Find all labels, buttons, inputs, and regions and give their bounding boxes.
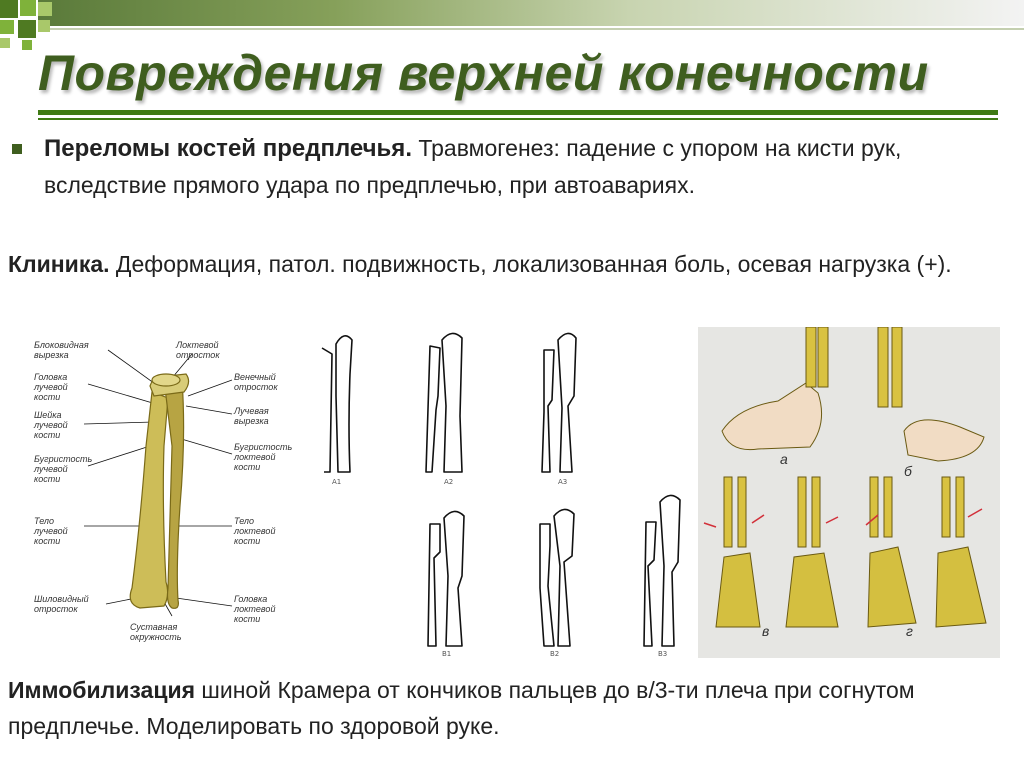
deco-square (0, 20, 14, 34)
hand-label-b: б (904, 463, 912, 479)
deco-square (0, 0, 18, 18)
deco-square (38, 2, 52, 16)
deco-square (20, 0, 36, 16)
title-rule (38, 110, 998, 115)
label-radial-notch: Лучевая вырезка (234, 406, 269, 426)
fracture-label-b1: B1 (442, 650, 452, 658)
label-articular-circumference: Суставная окружность (130, 622, 182, 642)
fracture-label-a1: A1 (332, 478, 342, 486)
label-radius-body: Тело лучевой кости (34, 516, 68, 546)
paragraph-fractures-heading: Переломы костей предплечья. (44, 135, 412, 162)
fracture-label-a2: A2 (444, 478, 454, 486)
label-radius-head: Головка лучевой кости (34, 372, 68, 402)
label-trochlear-notch: Блоковидная вырезка (34, 340, 89, 360)
deco-square (0, 38, 10, 48)
fracture-label-a3: A3 (558, 478, 568, 486)
label-radius-tuberosity: Бугристость лучевой кости (34, 454, 93, 484)
label-olecranon: Локтевой отросток (176, 340, 220, 360)
hand-label-v: в (762, 623, 770, 639)
paragraph-immobilization (8, 672, 1008, 744)
paragraph-fractures-text: Травмогенез: падение с упором на кисти рук, вследствие прямого удара по предплечью, при автоавариях. (44, 135, 902, 198)
wrist-fracture-image (698, 327, 1000, 658)
hand-label-g: г (906, 623, 913, 639)
title-rule-thin (38, 118, 998, 120)
label-styloid-process: Шиловидный отросток (34, 594, 89, 614)
hand-bones-illustration (698, 327, 1000, 658)
paragraph-clinic-text: Деформация, патол. подвижность, локализованная боль, осевая нагрузка (+). (109, 251, 952, 277)
header-bar (38, 0, 1024, 26)
paragraph-fractures (44, 130, 1004, 203)
label-ulna-tuberosity: Бугристость локтевой кости (234, 442, 293, 472)
paragraph-clinic-heading: Клиника. (8, 251, 110, 277)
label-ulna-body: Тело локтевой кости (234, 516, 276, 546)
deco-square (38, 20, 50, 32)
fracture-label-b2: B2 (550, 650, 560, 658)
bullet-marker (12, 144, 22, 154)
deco-square (22, 40, 32, 50)
fracture-outline-drawings (318, 326, 690, 662)
label-radius-neck: Шейка лучевой кости (34, 410, 68, 440)
label-ulna-head: Головка локтевой кости (234, 594, 276, 624)
deco-square (18, 20, 36, 38)
paragraph-immobilization-text: шиной Крамера от кончиков пальцев до в/3-ти плеча при согнутом предплечье. Моделировать по здоровой руке. (8, 677, 915, 739)
forearm-anatomy-image (26, 326, 318, 656)
fracture-types-image (318, 326, 690, 662)
label-coronoid-process: Венечный отросток (234, 372, 278, 392)
fracture-label-b3: B3 (658, 650, 668, 658)
paragraph-clinic (8, 246, 1008, 282)
hand-label-a: а (780, 451, 788, 467)
paragraph-immobilization-heading: Иммобилизация (8, 677, 196, 703)
slide-title: Повреждения верхней конечности (38, 45, 929, 101)
